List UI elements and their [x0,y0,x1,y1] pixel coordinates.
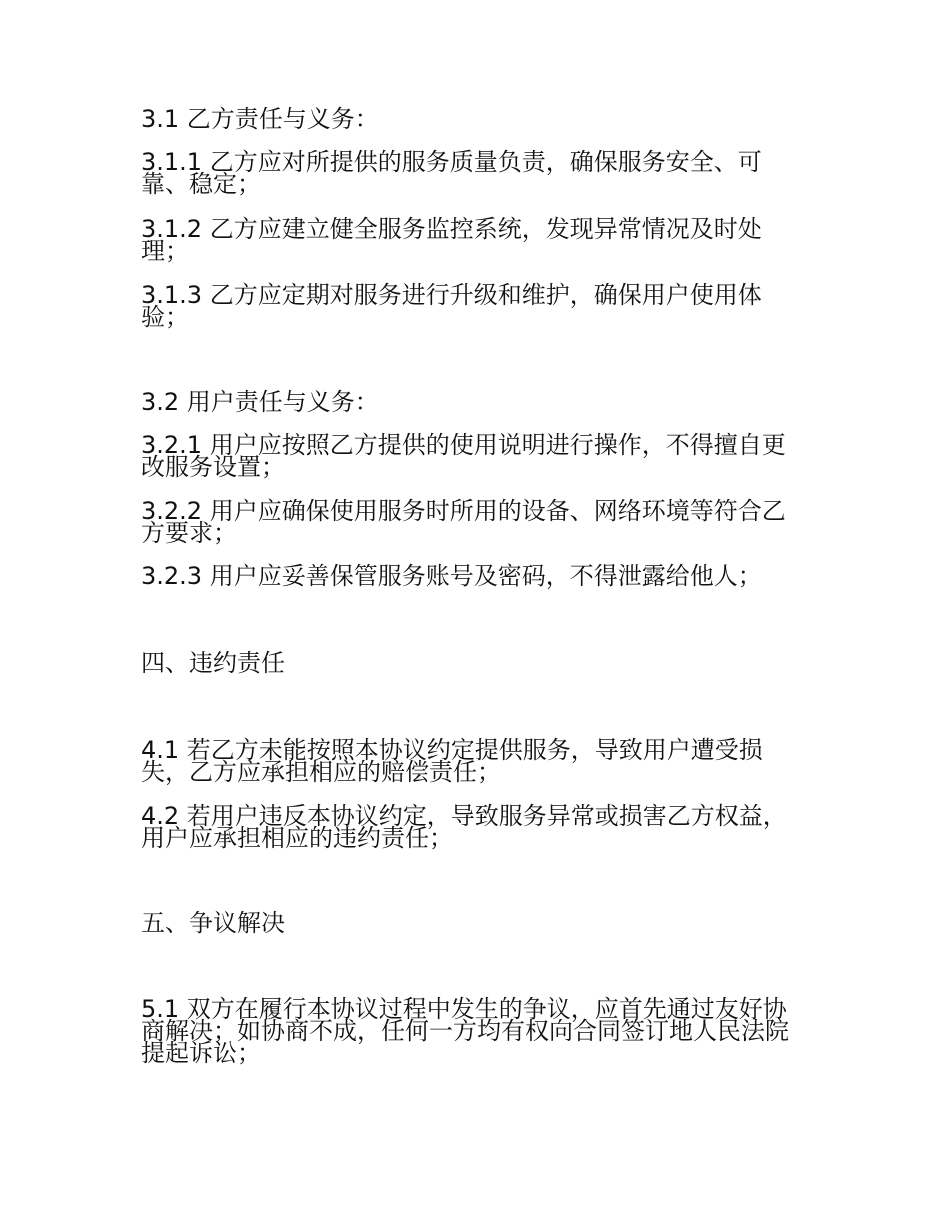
clause-5-1: 5.1 双方在履行本协议过程中发生的争议，应首先通过友好协 商解决；如协商不成，任何一方均有权向合同签订地人民法院 提起诉讼； [141,995,789,1067]
section-heading-3-2: 3.2 用户责任与义务： [141,388,379,416]
section-heading-5: 五、争议解决 [141,909,285,937]
section-heading-3-1: 3.1 乙方责任与义务： [141,105,379,133]
clause-3-2-1: 3.2.1 用户应按照乙方提供的使用说明进行操作，不得擅自更 改服务设置； [141,431,786,481]
clause-4-1: 4.1 若乙方未能按照本协议约定提供服务，导致用户遭受损 失，乙方应承担相应的赔偿责任； [141,736,763,786]
section-heading-4: 四、违约责任 [141,649,285,677]
clause-3-1-1: 3.1.1 乙方应对所提供的服务质量负责，确保服务安全、可 靠、稳定； [141,148,762,198]
clause-3-1-2: 3.1.2 乙方应建立健全服务监控系统，发现异常情况及时处 理； [141,215,762,265]
clause-4-2: 4.2 若用户违反本协议约定，导致服务异常或损害乙方权益， 用户应承担相应的违约责任； [141,802,787,852]
clause-3-2-2: 3.2.2 用户应确保使用服务时所用的设备、网络环境等符合乙 方要求； [141,497,786,547]
clause-3-2-3: 3.2.3 用户应妥善保管服务账号及密码，不得泄露给他人； [141,562,762,590]
clause-3-1-3: 3.1.3 乙方应定期对服务进行升级和维护，确保用户使用体 验； [141,281,762,331]
